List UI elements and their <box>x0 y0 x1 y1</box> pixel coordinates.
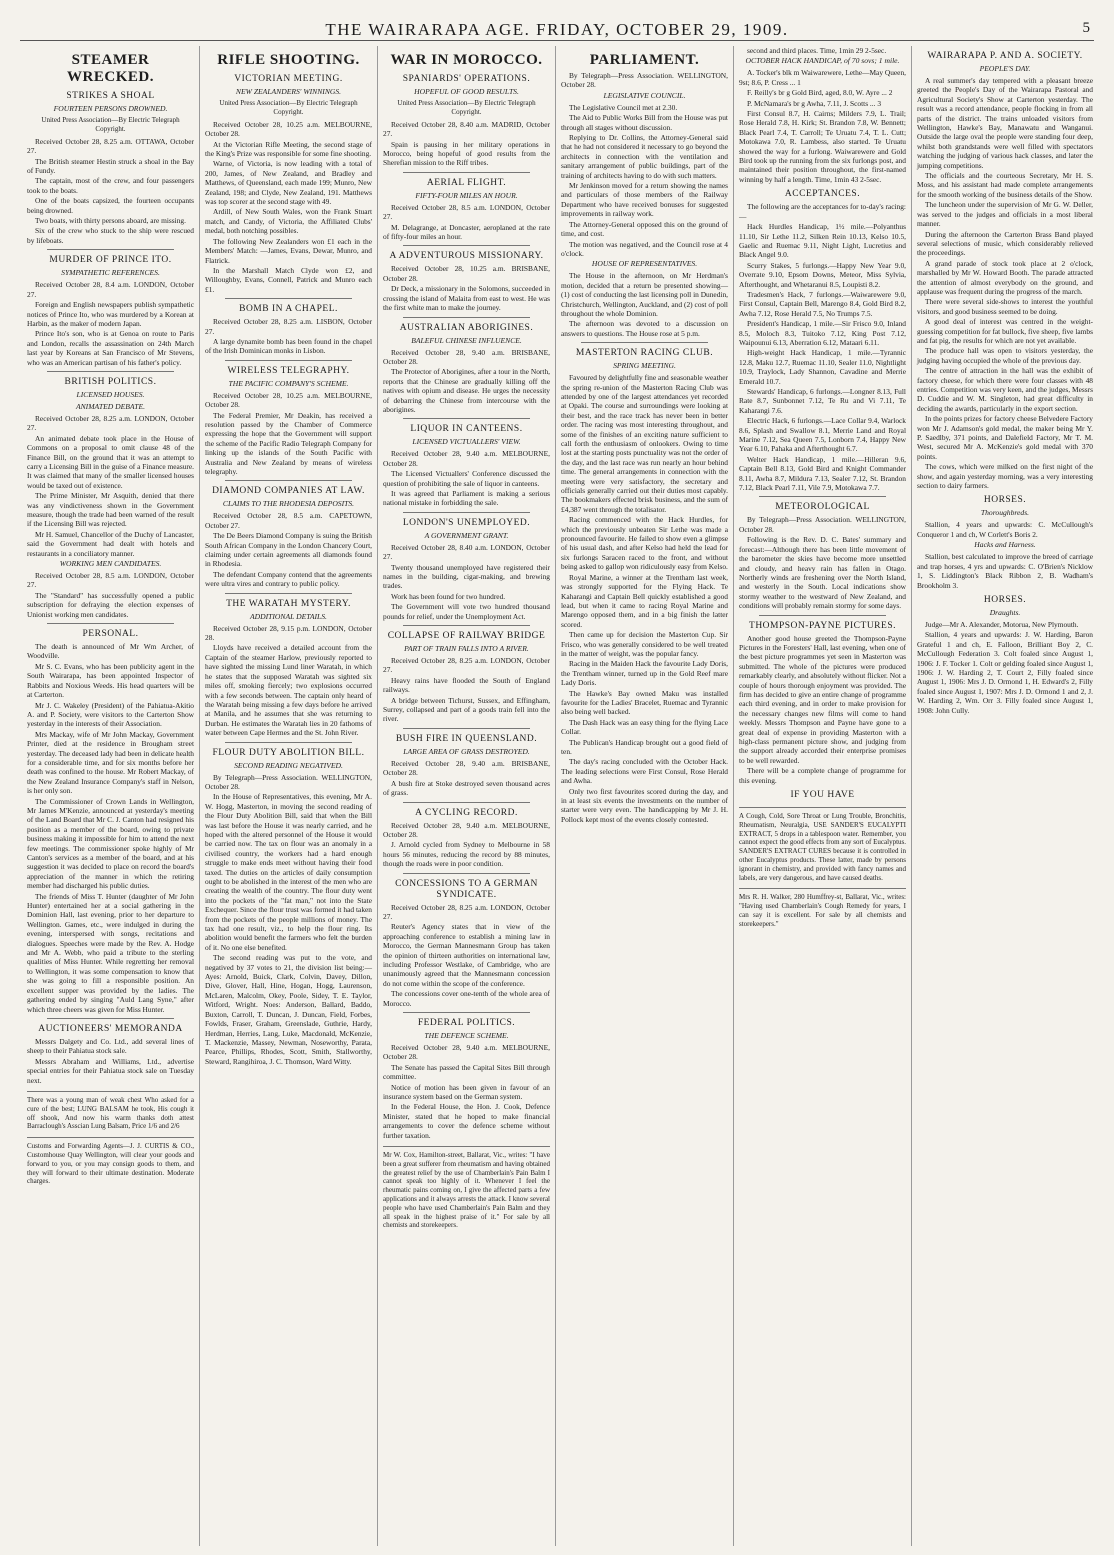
headline-federal-politics: FEDERAL POLITICS. <box>417 1018 516 1028</box>
article-paragraph: Received October 28, 8.5 a.m. CAPETOWN, October 27. <box>205 511 372 530</box>
subhead-strikes-shoal: STRIKES A SHOAL <box>66 91 155 101</box>
copyright-line: United Press Association—By Electric Telegraph Copyright. <box>41 116 180 134</box>
subhead-fourteen-drowned: FOURTEEN PERSONS DROWNED. <box>53 104 168 113</box>
headline-flour-duty: FLOUR DUTY ABOLITION BILL. <box>212 747 365 758</box>
article-paragraph: At the Victorian Rifle Meeting, the second stage of the King's Prize was responsible for some fine shooting. <box>205 139 372 159</box>
subhead-thoroughbreds: Thoroughbreds. <box>980 508 1030 518</box>
article-paragraph: The Protector of Aborigines, after a tour in the North, reports that the Chinese are gradually killing off the natives with opium and disease. He urges the necessity of debarring the Chinese from intercourse with the aborigines. <box>383 367 550 414</box>
divider <box>403 172 530 173</box>
article-paragraph: Mr J. C. Wakeley (President) of the Pahiatua-Akitio A. and P. Society, were visitors to the Carterton Show yesterday in the interests of their Association. <box>27 700 194 729</box>
article-paragraph: In the House of Representatives, this evening, Mr A. W. Hogg, Masterton, in moving the second reading of the Flour Duty Abolition Bill, said that when the Bill was last before the House it was nearly carried, and he hoped with the altered personnel of the House it would be carried now. The tax on flour was an anomaly in a civilised country, the workers had a hard enough struggle to make ends meet without having their food taxed. The duties on the articles of daily consumption ought to be abolished in the interest of the men who are creating the wealth of the country. The flour duty went into the pockets of the "fat man," not into the State Exchequer. Since the flour trust was formed it had taken from the pockets of the people millions of money. The tax had one result, viz., to help the flour ring. Its abolition would benefit the farmers who felt the burden of it. No one else benefited. <box>205 792 372 952</box>
headline-war-morocco: WAR IN MOROCCO. <box>390 52 543 68</box>
headline-waratah: THE WARATAH MYSTERY. <box>226 598 351 609</box>
subhead-house-representatives: HOUSE OF REPRESENTATIVES. <box>591 259 698 269</box>
divider <box>403 317 530 318</box>
article-paragraph: J. Arnold cycled from Sydney to Melbourne in 58 hours 56 minutes, reducing the record by 88 minutes, though the roads were in poor condition. <box>383 840 550 869</box>
article-paragraph: Messrs Dalgety and Co. Ltd., add several lines of sheep to their Pahiatua stock sale. <box>27 1036 194 1056</box>
divider <box>225 360 352 361</box>
advertisement: Mr W. Cox, Hamilton-street, Ballarat, Vic., writes: "I have been a great sufferer from rheumatism and having obtained the greatest relief by the use of Chamberlain's Pain Balm I cannot speak too highly of it. Whenever I feel the rheumatic pains coming on, I give the affected parts a few applications and it always arrests the attack. I know several people who have used Chamberlain's Pain Balm and they all speak in the highest praise of it." For sale by all chemists and storekeepers. <box>383 1146 550 1230</box>
subhead-sympathetic: SYMPATHETIC REFERENCES. <box>61 268 160 278</box>
subhead-fifty-four: FIFTY-FOUR MILES AN HOUR. <box>415 190 518 200</box>
article-paragraph: The Attorney-General opposed this on the ground of time, and cost. <box>561 219 728 239</box>
article-paragraph: The House in the afternoon, on Mr Herdman's motion, decided that a return be presented showing—(1) cost of conducting the last licensing poll in Dunedin, Christchurch, Wellington, Auckland, and (2) cost of poll throughout the whole Dominion. <box>561 271 728 318</box>
headline-liquor: LIQUOR IN CANTEENS. <box>410 424 523 435</box>
article-paragraph: Racing in the Maiden Hack the favourite Lady Doris, the Trentham winner, turned up in the Gold Reef mare Lady Doris. <box>561 659 728 688</box>
article-paragraph: In the Federal House, the Hon. J. Cook, Defence Minister, stated that he hoped to make financial arrangements to cover the defence scheme without further taxation. <box>383 1102 550 1140</box>
article-paragraph: First Consul 8.7, H. Cairns; Milders 7.9, L. Trail; Rose Herald 7.8, H. Kirk; St. Brandon 7.8, W. Bennett; Black Pearl 7.4, T. Carroll; Te Uruatu 7.4, T. L. Cutt; Motokawa 7.0, R. Lambess, also started. Te Uruatu showed the way for a furlong. Waiwarewere and Gold Bird took up the running from the six furlongs post, and maintained their position throughout, the first-named winning by half a length. Time, 1min 43 2-5sec. <box>739 109 906 184</box>
article-paragraph: The Hawke's Bay owned Maku was installed favourite for the Ladies' Bracelet, Ruemac and Tyrannic also being well backed. <box>561 688 728 717</box>
column-6 <box>912 46 1098 1546</box>
headline-bomb-chapel: BOMB IN A CHAPEL. <box>239 304 338 315</box>
subhead-grass: LARGE AREA OF GRASS DESTROYED. <box>403 746 530 756</box>
headline-rifle-shooting: RIFLE SHOOTING. <box>217 52 360 68</box>
headline-concessions: CONCESSIONS TO A GERMAN SYNDICATE. <box>395 878 538 900</box>
article-paragraph: There were several side-shows to interest the youthful visitors, and good business seemed to be doing. <box>917 297 1093 316</box>
divider <box>403 512 530 513</box>
divider <box>759 496 886 497</box>
article-paragraph: Lloyds have received a detailed account from the Captain of the steamer Harlow, previously reported to have sighted the missing Lund liner Waratah, in which he states that the supposed Waratah was sighted six miles off, smoking fiercely; two explosions occurred with a few seconds between. The captain only heard of the Waratah being missing a few days before he arrived at Manila, and he assumes that she was returning to Durban. He estimates the Waratah lies in 20 fathoms of water between Cape Hermes and the St. John River. <box>205 643 372 738</box>
article-paragraph: Two boats, with thirty persons aboard, are missing. <box>35 216 186 226</box>
article-paragraph: The Prime Minister, Mr Asquith, denied that there was any vindictiveness shown in the Government measure, though the trade had been warned of the result if the Licensing Bill was rejected. <box>27 491 194 529</box>
column-1 <box>22 46 200 1546</box>
article-paragraph: Received October 28, 9.40 a.m. BRISBANE, October 28. <box>383 347 550 366</box>
advertisement: Customs and Forwarding Agents—J. J. CURTIS & CO., Customhouse Quay Wellington, will clear your goods and forward to you, or you may consign goods to them, and they will forward to their ultimate destination. Moderate charges. <box>27 1137 194 1186</box>
article-paragraph: Received October 28, 10.25 a.m. BRISBANE, October 28. <box>383 264 550 283</box>
page-number: 5 <box>1082 20 1090 36</box>
headline-personal: PERSONAL. <box>82 629 139 640</box>
subhead-victorian-meeting: VICTORIAN MEETING. <box>234 74 343 84</box>
article-paragraph: A good deal of interest was centred in the weight-guessing competition for fat bullock, five sheep, five lambs and fat pig, the results for which are not yet available. <box>917 317 1093 345</box>
article-paragraph: The Publican's Handicap brought out a good field of ten. <box>561 737 728 756</box>
article-paragraph: The afternoon was devoted to a discussion on answers to questions. The House rose at 5 p.m. <box>561 319 728 338</box>
article-paragraph: Following is the Rev. D. C. Bates' summary and forecast:—Although there has been little movement of the barometer the skies have become more unsettled and cloudy, and heavy rain has fallen in Otago. Northerly winds are freshening over the North Island, and westerly in the South. Local indications show stormy weather to the westward of New Zealand, and conditions will probably remain stormy for some days. <box>739 535 906 611</box>
divider <box>403 728 530 729</box>
article-paragraph: Heavy rains have flooded the South of England railways. <box>383 675 550 695</box>
subhead-peoples-day: PEOPLE'S DAY. <box>979 64 1031 73</box>
article-paragraph: A large dynamite bomb has been found in the chapel of the Irish Dominican monks in Lisbon. <box>205 336 372 356</box>
article-paragraph: Stallion, 4 years and upwards: C. McCullough's Conqueror 1 and ch, W Corlett's Boris 2. <box>917 520 1093 539</box>
article-paragraph: In the points prizes for factory cheese Belvedere Factory won Mr J. Adamson's gold medal, the maker being Mr Y. P. Saedlby, 371 points, and Dalefield Factory, Mr T. M. West, secured Mr A. McKenzie's gold medal with 370 points. <box>917 414 1093 461</box>
article-paragraph: The "Standard" has successfully opened a public subscription for defraying the election expenses of Unionist working men candidates. <box>27 590 194 619</box>
headline-unemployed: LONDON'S UNEMPLOYED. <box>402 517 531 528</box>
article-paragraph: second and third places. Time, 1min 29 2-5sec. <box>747 46 887 55</box>
article-paragraph: The British steamer Hestin struck a shoal in the Bay of Fundy. <box>27 156 194 176</box>
headline-masterton-racing: MASTERTON RACING CLUB. <box>575 348 714 359</box>
subhead-nz-winnings: NEW ZEALANDERS' WINNINGS. <box>235 87 342 96</box>
divider <box>47 1018 174 1019</box>
article-paragraph: The Dash Hack was an easy thing for the flying Lace Collar. <box>561 717 728 737</box>
divider <box>225 480 352 481</box>
article-paragraph: Received October 28, 8.25 a.m. OTTAWA, October 27. <box>27 136 194 156</box>
subhead-grant: A GOVERNMENT GRANT. <box>424 530 509 540</box>
divider <box>581 342 708 343</box>
headline-cycling: A CYCLING RECORD. <box>415 807 518 818</box>
article-paragraph: Reuter's Agency states that in view of the approaching conference to establish a mining law in Morocco, the German Mannesmann Group has taken the opinion of thirteen authorities on international law, including Professor Westlake, of Cambridge, who are unanimously agreed that the Mannesmann concession do not come within the scope of the conference. <box>383 922 550 988</box>
column-4 <box>556 46 734 1546</box>
article-paragraph: Six of the crew who stuck to the ship were rescued by lifeboats. <box>27 226 194 245</box>
article-paragraph: Work has been found for two hundred. <box>391 591 506 601</box>
article-paragraph: Received October 28, 9.40 a.m. MELBOURNE, October 28. <box>383 820 550 839</box>
article-paragraph: Stallion, 4 years and upwards: J. W. Harding, Baron Grateful 1 and ch, E. Falloon, Brilliant Boy 2, C. McCullough Federation 3. Colt foaled since August 1, 1906: J. F. Tocker 1. Colt or gelding foaled since August 1, 1906: J. W. Harding 2, T. Court 2, Filly foaled since August 1, 1906: Mrs J. D. Ormond 1, H. Edward's 2, Filly foaled since August 1, 1907: Mrs J. D. Ormond 1 and 2, J. W. Harding 2, Wm. Orr 3. Filly foaled since August 1, 1908: John Cully. <box>917 630 1093 715</box>
subhead-animated-debate: ANIMATED DEBATE. <box>75 401 146 411</box>
article-paragraph: By Telegraph—Press Association. WELLINGTON, October 28. <box>561 71 728 90</box>
article-paragraph: Received October 28, 10.25 a.m. MELBOURNE, October 28. <box>205 390 372 410</box>
article-paragraph: There will be a complete change of programme for this evening. <box>739 766 906 785</box>
divider <box>225 298 352 299</box>
headline-prince-ito: MURDER OF PRINCE ITO. <box>49 255 172 266</box>
race-result: F. Reilly's br g Gold Bird, aged, 8.0, W. Ayre ... 2 <box>747 88 893 98</box>
column-2 <box>200 46 378 1546</box>
advertisement: There was a young man of weak chest Who asked for a cure of the best; LUNG BALSAM he took, His cough it off shook, And now his warm thanks doth attest Barraclough's Asscian Lung Balsam, Price 1/6 and 2/6 <box>27 1091 194 1131</box>
subhead-hopeful: HOPEFUL OF GOOD RESULTS. <box>414 87 519 96</box>
article-paragraph: Racing commenced with the Hack Hurdles, for which the previously unbeaten Sir Lethe was made a pronounced favourite. He failed to show even a glimpse of his usual dash, and after Kelso had held the lead for six furlongs Saracen raced to the front, and without being asked to gallop won ridiculously easy from Kelso. <box>561 515 728 572</box>
article-paragraph: Received October 28, 9.40 a.m. MELBOURNE, October 28. <box>383 449 550 468</box>
article-paragraph: Received October 28, 8.5 a.m. LONDON, October 27. <box>383 202 550 222</box>
article-paragraph: One of the boats capsized, the fourteen occupants being drowned. <box>27 196 194 215</box>
article-paragraph: The Government will vote two hundred thousand pounds for relief, under the Unemployment Act. <box>383 602 550 621</box>
divider <box>403 1012 530 1013</box>
article-paragraph: Twenty thousand unemployed have registered their names in the building, cigar-making, and brewing trades. <box>383 562 550 591</box>
advertisement: Mrs R. H. Walker, 280 Humffrey-st, Ballarat, Vic., writes: "Having used Chamberlain's Cough Remedy for years, I can say it is excellent. For sale by all chemists and storekeepers." <box>739 888 906 928</box>
divider <box>225 742 352 743</box>
article-paragraph: It was agreed that Parliament is making a serious national mistake in forbidding the sale. <box>383 488 550 508</box>
article-paragraph: Royal Marine, a winner at the Trentham last week, was strongly supported for the Flying Hack. Te Kaharangi and Captain Bell quickly established a good lead, but when it came to racing Royal Marine and Marengo opposed them, and in a big finish the latter scored. <box>561 572 728 629</box>
article-paragraph: The Commissioner of Crown Lands in Wellington, Mr James M'Kenzie, announced at yesterday's meeting of the Land Board that Mr C. J. Canton had resigned his position as a member of the board, owing to private business making it impossible for him to attend the next few meetings. The commissioner spoke highly of Mr Canton's services as a member of the board, and at his suggestion it was decided to place on record the board's appreciation of the manner in which the retiring member had discharged his public duties. <box>27 796 194 891</box>
article-paragraph: The Senate has passed the Capital Sites Bill through committee. <box>383 1062 550 1082</box>
article-paragraph: A real summer's day tempered with a pleasant breeze greeted the People's Day of the Wairarapa Pastoral and Agricultural Society's Show at Carterton yesterday. The result was a record attendance, people flocking in from all parts of the district. The trains unloaded visitors from Wellington, Hawke's Bay, Manawatu and Wanganui. Outside the large oval the people were standing four deep, whilst both grandstands were well filled with spectators watching the judging of various hack classes, and later the jumping competitions. <box>917 76 1093 170</box>
subhead-claims: CLAIMS TO THE RHODESIA DEPOSITS. <box>222 499 355 509</box>
article-paragraph: Stewards' Handicap, 6 furlongs.—Longner 8.13, Full Rate 8.7, Sunbonnet 7.12, Te Ru and Vi 7.11, Te Kaharangi 7.6. <box>739 387 906 415</box>
copyright-line: United Press Association—By Electric Telegraph Copyright. <box>219 99 358 117</box>
article-paragraph: The officials and the courteous Secretary, Mr H. S. Moss, and his assistant had made complete arrangements for the smooth working of the business details of the Show. <box>917 171 1093 199</box>
subhead-spring-meeting: SPRING MEETING. <box>613 361 676 371</box>
subhead-if-you-have: IF YOU HAVE <box>790 790 855 801</box>
race-result: P. McNamara's br g Awha, 7.11, J. Scotts ... 3 <box>747 98 882 108</box>
masthead-rule <box>20 40 1094 41</box>
article-paragraph: Judge—Mr A. Alexander, Motorua, New Plymouth. <box>925 619 1079 629</box>
article-paragraph: Foreign and English newspapers publish sympathetic notices of Prince Ito, who was murdered by a Korean at Harbin, as the maker of modern Japan. <box>27 300 194 328</box>
headline-aborigines: AUSTRALIAN ABORIGINES. <box>399 322 534 333</box>
article-paragraph: The day's racing concluded with the October Hack. The leading selections were First Consul, Rose Herald and Awha. <box>561 757 728 786</box>
headline-missionary: A ADVENTUROUS MISSIONARY. <box>389 251 544 262</box>
article-paragraph: The Legislative Council met at 2.30. <box>569 102 678 112</box>
article-paragraph: The captain, most of the crew, and four passengers took to the boats. <box>27 176 194 195</box>
headline-steamer-wrecked: STEAMER WRECKED. <box>67 52 154 85</box>
column-5 <box>734 46 912 1546</box>
divider <box>403 873 530 874</box>
column-3 <box>378 46 556 1546</box>
article-paragraph: Replying to Dr. Collins, the Attorney-General said that he had not considered it necessary to go beyond the architects in connection with the ventilation and sanitary arrangement of public buildings, part of the training of architects having to do with such matters. <box>561 133 728 180</box>
headline-auctioneers: AUCTIONEERS' MEMORANDA <box>38 1023 183 1034</box>
article-paragraph: Scurry Stakes, 5 furlongs.—Happy New Year 9.0, Overrate 9.10, Epsom Downs, Meteor, Miss Sylvia, Afterthought, and Whetaranui 8.5, Loupisti 8.2. <box>739 260 906 289</box>
article-paragraph: An animated debate took place in the House of Commons on a proposal to omit clause 48 of the Finance Bill, on the ground that it was an attempt to carry a Licensing Bill in the guise of a Finance measure. It was claimed that many of the smaller licensed houses would be taxed out of existence. <box>27 433 194 490</box>
article-paragraph: By Telegraph—Press Association. WELLINGTON, October 28. <box>205 772 372 791</box>
article-paragraph: Dr Deck, a missionary in the Solomons, succeeded in crossing the island of Malaita from east to west. He was the first white man to make the journey. <box>383 284 550 313</box>
article-paragraph: Received October 28, 10.25 a.m. MELBOURNE, October 28. <box>205 119 372 139</box>
article-paragraph: Welter Hack Handicap, 1 mile.—Hilleran 9.6, Captain Bell 8.13, Gold Bird and Knight Commander 8.11, Awha 8.7, Mildura 7.13, Sealer 7.12, St. Brandon 7.12, Black Pearl 7.11, Vile 7.9, Motokawa 7.7. <box>739 454 906 493</box>
article-paragraph: Received October 28, 8.25 a.m. LISBON, October 27. <box>205 317 372 336</box>
article-paragraph: Received October 28, 8.40 a.m. MADRID, October 27. <box>383 119 550 139</box>
article-paragraph: In the Marshall Match Clyde won £2, and Willoughby, Evans, Connell, Patrick and Munro each £1. <box>205 265 372 294</box>
article-paragraph: The centre of attraction in the hall was the exhibit of factory cheese, for which there were four classes with 48 entries. Competition was very keen, and the judges, Messrs D. Cuddie and W. M. Singleton, had great difficulty in deciding the awards, particularly in the export section. <box>917 366 1093 413</box>
article-paragraph: The following are the acceptances for to-day's racing:— <box>739 202 906 221</box>
divider <box>403 418 530 419</box>
article-paragraph: Received October 28, 9.15 p.m. LONDON, October 28. <box>205 623 372 643</box>
subhead-hacks-harness: Hacks and Harness. <box>974 540 1036 550</box>
article-paragraph: M. Delagrange, at Doncaster, aeroplaned at the rate of fifty-four miles an hour. <box>383 222 550 242</box>
subhead-licensed-view: LICENSED VICTUALLERS' VIEW. <box>412 437 521 447</box>
subhead-pacific: THE PACIFIC COMPANY'S SCHEME. <box>228 378 349 388</box>
divider <box>225 593 352 594</box>
article-paragraph: Mr Jenkinson moved for a return showing the names and particulars of those members of the Railway Department who have received bonuses for suggested improvements in railway work. <box>561 181 728 219</box>
article-paragraph: Received October 28, 9.40 a.m. MELBOURNE, October 28. <box>383 1043 550 1062</box>
subhead-spaniards: SPANIARDS' OPERATIONS. <box>402 74 531 84</box>
article-paragraph: Received October 28, 8.4 a.m. LONDON, October 27. <box>27 280 194 299</box>
article-paragraph: The Federal Premier, Mr Deakin, has received a resolution passed by the Chamber of Commerce expressing the hope that the Government will support the scheme of the Pacific Radio Telegraph Company for linking up the islands of the South Pacific with Australia and New Zealand by means of wireless telegraphy. <box>205 410 372 476</box>
article-paragraph: Hack Hurdles Handicap, 1½ mile.—Polyanthus 11.10, Sir Lethe 11.2, Silken Rein 10.13, Kelso 10.5, Gaelic and Ruemac 9.11, Night Light, Lucretius and Black Angel 9.0. <box>739 222 906 260</box>
article-paragraph: Favoured by delightfully fine and seasonable weather the spring re-union of the Masterton Racing Club was attended by one of the largest attendances yet recorded at Opaki. The course and surroundings were looking at their best, and the race track has never been in better order. The racing was most interesting throughout, and some of the finishes of an exciting nature sufficient to call forth the enthusiasm of onlookers. Owing to time lost at the starting posts punctuality was not the order of the day, and the last race was run nearly an hour behind time. The general arrangements in connection with the meeting were very satisfactory, the secretary and officials generally carried out their duties most capably. The bookmakers effected brisk business, and the sum of £4,387 went through the totalisator. <box>561 373 728 514</box>
headline-wireless: WIRELESS TELEGRAPHY. <box>227 365 350 376</box>
article-paragraph: During the afternoon the Carterton Brass Band played several selections of music, which considerably relieved the proceedings. <box>917 229 1093 258</box>
article-paragraph: The De Beers Diamond Company is suing the British South African Company in the London Chancery Court, claiming under certain agreements all diamonds found in Rhodesia. <box>205 531 372 569</box>
article-paragraph: The friends of Miss T. Hunter (daughter of Mr John Hunter) entertained her at a social gathering in the Dominion Hall, last evening, prior to her departure to Wellington. Games, etc., were indulged in during the evening, interspersed with songs, recitations and dialogues. Speeches were made by the Rev. A. Hodge and Mr A. Webb, who paid a tribute to the sterling qualities of Miss Hunter. While regretting her removal to Wellington, it was some compensation to know that she was going to fill a responsible position. An excellent supper was provided by the ladies. The gathering ended by singing "Auld Lang Syne," after which three cheers was given for Miss Hunter. <box>27 891 194 1014</box>
article-paragraph: Received October 28, 8.40 a.m. LONDON, October 27. <box>383 542 550 562</box>
divider <box>47 371 174 372</box>
divider <box>759 615 886 616</box>
article-paragraph: Ardill, of New South Wales, won the Frank Stuart match, and Candy, of Victoria, the Affiliated Clubs' medal, both notching possibles. <box>205 207 372 236</box>
advertisement: A Cough, Cold, Sore Throat or Lung Trouble, Bronchitis, Rheumatism, Neuralgia, USE SANDER'S EUCALYPTI EXTRACT, 5 drops in a tablespoon water. Remember, you cannot expect the good effects from any sort of Eucalyptus. SANDER'S EXTRACT CURES because it is controlled in other Eucalyptus products. These latter, made by persons ignorant in chemistry, and provided with fancy names and labels, are very dangerous, and have caused deaths. <box>739 807 906 882</box>
article-paragraph: A grand parade of stock took place at 2 o'clock, marshalled by Mr W. Howard Booth. The parade attracted the attention of almost everybody on the ground, and applause was frequent during the progress of the march. <box>917 258 1093 296</box>
subhead-licensed-houses: LICENSED HOUSES. <box>76 389 145 399</box>
columns <box>22 46 1098 1546</box>
subhead-defence: THE DEFENCE SCHEME. <box>424 1031 509 1040</box>
headline-railway-bridge: COLLAPSE OF RAILWAY BRIDGE <box>387 631 546 642</box>
subhead-horses-2: HORSES. <box>983 594 1027 605</box>
article-paragraph: Received October 28, 8.25 a.m. LONDON, October 27. <box>383 656 550 675</box>
article-paragraph: Tradesmen's Hack, 7 furlongs.—Waiwarewere 9.0, First Consul, Captain Bell, Marengo 8.4, Gold Bird 8.2, Awha 7.12, Rose Herald 7.5, No Trumps 7.5. <box>739 289 906 318</box>
article-paragraph: Received October 28, 9.40 a.m. BRISBANE, October 28. <box>383 758 550 778</box>
headline-thompson-payne: THOMPSON-PAYNE PICTURES. <box>749 620 896 631</box>
article-paragraph: The defendant Company contend that the agreements were ultra vires and contrary to public policy. <box>205 569 372 589</box>
masthead <box>0 14 1114 39</box>
divider <box>403 245 530 246</box>
divider <box>403 625 530 626</box>
copyright-line: United Press Association—By Electric Telegraph Copyright. <box>397 99 536 117</box>
article-paragraph: A bridge between Tichurst, Sussex, and Effingham, Surrey, collapsed and part of a goods train fell into the river. <box>383 695 550 724</box>
article-paragraph: The death is announced of Mr Wm Archer, of Woodville. <box>27 642 194 661</box>
article-paragraph: Electric Hack, 6 furlongs.—Lace Collar 9.4, Warlock 8.6, Splash and Swallow 8.1, Merrie Land and Royal Marine 7.12, Sea Queen 7.5, Lonborn 7.4, Happy New Year 6.10, Pahaka and Afterthought 6.7. <box>739 416 906 454</box>
article-paragraph: By Telegraph—Press Association. WELLINGTON, October 28. <box>739 515 906 534</box>
article-paragraph: Spain is pausing in her military operations in Morocco, being hopeful of good results from the Sherefian mission to the Riff tribes. <box>383 139 550 168</box>
article-paragraph: The luncheon under the supervision of Mr G. W. Deller, was served to the judges and officials in a most liberal manner. <box>917 200 1093 229</box>
article-paragraph: Mrs Mackay, wife of Mr John Mackay, Government Printer, died at the residence in Brougham street yesterday. The deceased lady had been in delicate health for a considerable time, and for six months before her death was confined to the house. Mr Robert Mackay, of the New Zealand Insurance Company's staff in Nelson, is her only son. <box>27 729 194 796</box>
masthead-title: THE WAIRARAPA AGE. FRIDAY, OCTOBER 29, 1909. <box>325 20 789 39</box>
article-paragraph: The second reading was put to the vote, and negatived by 37 votes to 21, the division list being:—Ayes: Arnold, Buick, Clark, Colvin, Davey, Dillon, Dive, Glover, Hall, Hine, Hogan, Hogg, Laurenson, McLaren, Malcolm, Okey, Poole, Sidey, T. E. Taylor, Witford, Wright. Noes: Anderson, Ballard, Baddo, Buxton, Carroll, T. Duncan, J. Duncan, Field, Forbes, Fowlds, Fraser, Graham, Greenslade, Guthrie, Hardy, Herdman, Herries, Lang, Luke, Macdonald, McKenzie, T. Mackenzie, Massey, Newman, Noseworthy, Parata, Pearce, Phillips, Rhodes, Scott, Smith, Stallworthy, Steward, Rangihiroa, J. C. Thomson, Ward Witty. <box>205 953 372 1066</box>
divider <box>47 623 174 624</box>
article-paragraph: Received October 28, 8.25 a.m. LONDON, October 27. <box>383 902 550 921</box>
headline-society: WAIRARAPA P. AND A. SOCIETY. <box>927 51 1083 61</box>
article-paragraph: The concessions cover one-tenth of the whole area of Morocco. <box>383 989 550 1008</box>
subhead-additional: ADDITIONAL DETAILS. <box>250 611 327 621</box>
article-paragraph: Received October 28, 8.5 a.m. LONDON, October 27. <box>27 571 194 590</box>
article-paragraph: Only two first favourites scored during the day, and in at least six events the investments on the number of starter were very even. The handicapping by Mr J. H. Pollock kept most of the events closely contested. <box>561 786 728 824</box>
headline-parliament: PARLIAMENT. <box>589 52 700 68</box>
headline-meteorological: METEOROLOGICAL <box>775 502 870 513</box>
article-paragraph: Mr S. C. Evans, who has been publicity agent in the South Wairarapa, has been appointed Inspector of Rabbits and Noxious Weeds. His head quarters will be at Carterton. <box>27 661 194 700</box>
subhead-working-men: WORKING MEN CANDIDATES. <box>59 559 162 569</box>
subhead-draughts: Draughts. <box>989 607 1021 617</box>
article-paragraph: Another good house greeted the Thompson-Payne Pictures in the Foresters' Hall, last evening, when one of the best picture programmes yet seen in Masterton was submitted. The whole of the pictures were produced remarkably clearly, and absolutely without flicker. Not a couple of hours thorough enjoyment was provided. The firm has decided to give an entire change of programme each third evening, and in order to make provision for the necessary changes new films will come to hand weekly. Messrs Thompson and Payne have gone to a great deal of expense in providing Masterton with a high-class permanent picture show, and judging from the support already accorded their enterprise promises to be well rewarded. <box>739 633 906 765</box>
article-paragraph: The motion was negatived, and the Council rose at 4 o'clock. <box>561 239 728 258</box>
article-paragraph: President's Handicap, 1 mile.—Sir Frisco 9.0, Inland 8.5, Moloch 8.3, Tuitoko 7.12, King Post 7.12, Waipounui 6.13, Aberration 6.12, Mataari 6.11. <box>739 319 906 347</box>
article-paragraph: Notice of motion has been given in favour of an insurance system based on the German system. <box>383 1082 550 1102</box>
article-paragraph: The Aid to Public Works Bill from the House was put through all stages without discussion. <box>561 113 728 132</box>
headline-bush-fire: BUSH FIRE IN QUEENSLAND. <box>395 733 538 744</box>
race-result: A. Tocker's blk m Waiwarewere, Lethe—May Queen, 9st; 8.6, P. Cress ... 1 <box>739 68 906 87</box>
headline-aerial-flight: AERIAL FLIGHT. <box>426 177 507 188</box>
article-paragraph: Received October 28, 8.25 a.m. LONDON, October 27. <box>27 413 194 433</box>
article-paragraph: The following New Zealanders won £1 each in the Members' Match: —James, Evans, Dewar, Munro, and Flatrick. <box>205 236 372 265</box>
subhead-october-hack: OCTOBER HACK HANDICAP, of 70 sovs; 1 mile. <box>745 56 900 66</box>
article-paragraph: High-weight Hack Handicap, 1 mile.—Tyrannic 12.8, Maku 12.7, Ruemac 11.10, Sealer 11.0, Nightlight 10.9, Traylock, Lady Shannon, Cavadine and Merrie Emerald 10.7. <box>739 348 906 386</box>
headline-british-politics: BRITISH POLITICS. <box>64 376 157 387</box>
article-paragraph: The produce hall was open to visitors yesterday, the judging having occupied the whole of the previous day. <box>917 346 1093 365</box>
subhead-train-falls: PART OF TRAIN FALLS INTO A RIVER. <box>404 644 529 654</box>
subhead-horses: HORSES. <box>983 495 1027 506</box>
article-paragraph: Warne, of Victoria, is now leading with a total of 200, James, of New Zealand, and Bradley and Matthews, of Queensland, each made 199; Munro, New Zealand, 198; and Clyde, New Zealand, 191. Matthews was top scorer at the second stage with 49. <box>205 159 372 207</box>
headline-diamond: DIAMOND COMPANIES AT LAW. <box>212 486 365 497</box>
headline-acceptances: ACCEPTANCES. <box>784 189 861 200</box>
subhead-second-reading: SECOND READING NEGATIVED. <box>234 760 343 770</box>
article-paragraph: Prince Ito's son, who is at Genoa on route to Paris and London, recalls the assassination on 24th March last year by Koreans at San Francisco of Mr Stevens, who was an American partisan of his father's policy. <box>27 329 194 367</box>
subhead-legislative-council: LEGISLATIVE COUNCIL. <box>603 90 686 100</box>
article-paragraph: A bush fire at Stoke destroyed seven thousand acres of grass. <box>383 778 550 798</box>
article-paragraph: The cows, which were milked on the first night of the show, and again yesterday morning, was a very interesting section to dairy farmers. <box>917 462 1093 491</box>
article-paragraph: Then came up for decision the Masterton Cup. Sir Frisco, who was generally considered to be well treated in the matter of weight, was the popular fancy. <box>561 630 728 658</box>
article-paragraph: Messrs Abraham and Williams, Ltd., advertise special entries for their Pahiatua stock sale on Tuesday next. <box>27 1056 194 1085</box>
subhead-baleful: BALEFUL CHINESE INFLUENCE. <box>411 335 522 345</box>
article-paragraph: The Licensed Victuallers' Conference discussed the question of prohibiting the sale of liquor in canteens. <box>383 469 550 488</box>
divider <box>403 802 530 803</box>
article-paragraph: Mr H. Samuel, Chancellor of the Duchy of Lancaster, said the Government had dealt with hotels and restaurants in a conciliatory manner. <box>27 529 194 558</box>
divider <box>47 249 174 250</box>
article-paragraph: Stallion, best calculated to improve the breed of carriage and trap horses, 4 yrs and upwards: C. O'Brien's Nicklow 1, S. Liddington's Black Ribbon 2, B. Wadham's Brookholm 3. <box>917 552 1093 590</box>
